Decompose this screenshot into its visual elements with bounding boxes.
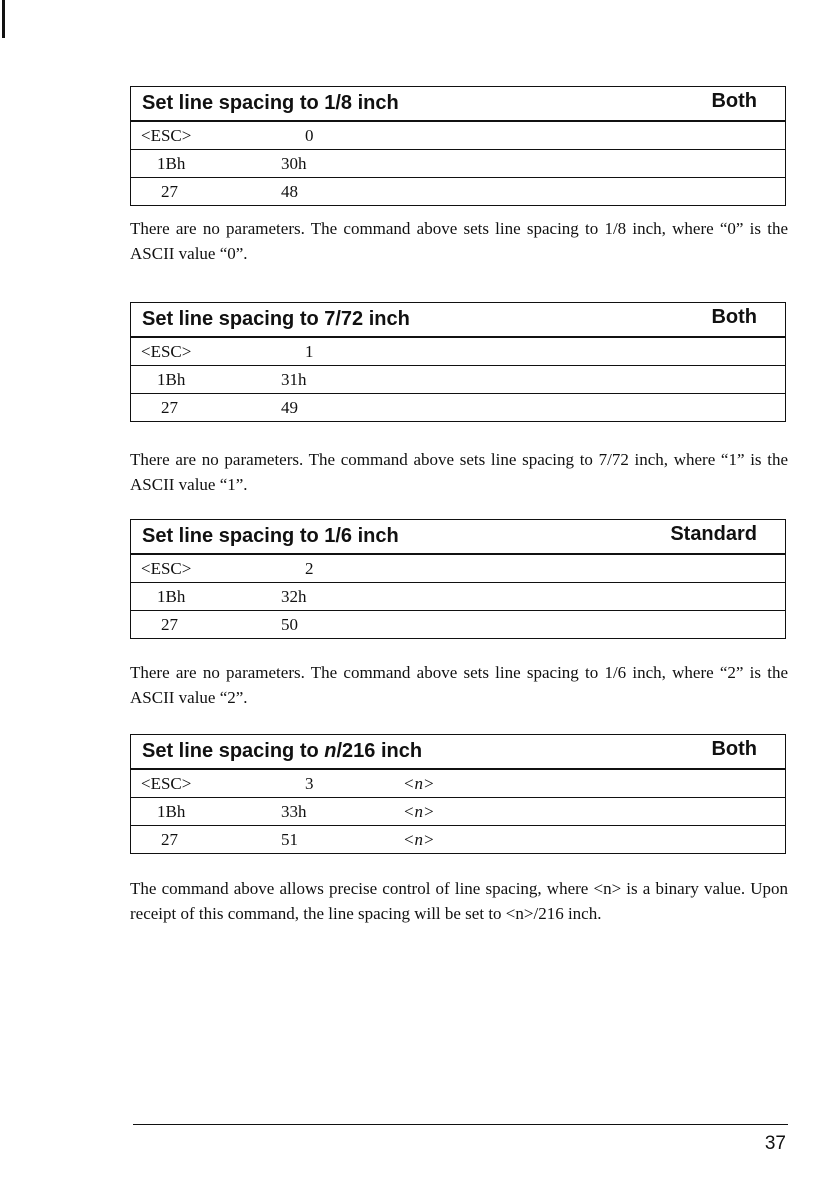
command-header (131, 735, 785, 770)
table-row (131, 393, 785, 421)
row-code: 0 (305, 126, 314, 145)
command-title: Set line spacing to 1/8 inch (142, 92, 399, 114)
row-code: 30h (281, 154, 307, 173)
command-mode: Both (711, 90, 757, 112)
row-label: 1Bh (157, 587, 186, 606)
row-code: 3 (305, 774, 314, 793)
command-title: Set line spacing to 1/6 inch (142, 525, 399, 547)
table-row (131, 555, 785, 582)
command-title (142, 740, 422, 763)
page-number: 37 (764, 1133, 786, 1154)
row-label: 27 (161, 182, 178, 201)
table-row (131, 825, 785, 853)
command-mode: Both (711, 738, 757, 760)
command-table-esc-2 (130, 519, 786, 639)
table-row (131, 582, 785, 610)
command-header (131, 520, 785, 555)
command-mode: Both (711, 306, 757, 328)
command-mode: Standard (670, 523, 757, 545)
command-title-suffix: /216 inch (336, 740, 423, 762)
table-row (131, 122, 785, 149)
row-label: 27 (161, 830, 178, 849)
row-label: 1Bh (157, 802, 186, 821)
row-label: <ESC> (141, 126, 192, 145)
row-label: 1Bh (157, 154, 186, 173)
row-code: 33h (281, 802, 307, 821)
table-row (131, 177, 785, 205)
row-code: 51 (281, 830, 298, 849)
row-label: <ESC> (141, 774, 192, 793)
row-parameter: <n> (403, 830, 435, 849)
command-title-variable: n (324, 740, 337, 762)
row-code: 48 (281, 182, 298, 201)
row-code: 1 (305, 342, 314, 361)
command-description: There are no parameters. The command above sets line spacing to 7/72 inch, where “1” is the ASCII value “1”. (130, 450, 788, 494)
row-code: 50 (281, 615, 298, 634)
footer-rule (133, 1124, 788, 1125)
command-title-prefix: Set line spacing to (142, 740, 325, 762)
table-row (131, 610, 785, 638)
row-label: <ESC> (141, 559, 192, 578)
table-row (131, 365, 785, 393)
row-parameter: <n> (403, 802, 435, 821)
table-row (131, 770, 785, 797)
table-row (131, 149, 785, 177)
row-code: 49 (281, 398, 298, 417)
table-row (131, 338, 785, 365)
command-description: There are no parameters. The command above sets line spacing to 1/8 inch, where “0” is the ASCII value “0”. (130, 219, 788, 263)
row-parameter: <n> (403, 774, 435, 793)
row-label: 1Bh (157, 370, 186, 389)
row-code: 32h (281, 587, 307, 606)
command-header (131, 87, 785, 122)
row-code: 31h (281, 370, 307, 389)
command-table-esc-0 (130, 86, 786, 206)
row-code: 2 (305, 559, 314, 578)
row-label: <ESC> (141, 342, 192, 361)
row-label: 27 (161, 398, 178, 417)
command-table-esc-3 (130, 734, 786, 854)
command-header (131, 303, 785, 338)
command-table-esc-1 (130, 302, 786, 422)
command-description: The command above allows precise control of line spacing, where <n> is a binary value. Upon receipt of this command, the line spacing will be set to <n>/216 inch. (130, 879, 788, 923)
row-label: 27 (161, 615, 178, 634)
binding-mark (2, 0, 5, 38)
command-title: Set line spacing to 7/72 inch (142, 308, 410, 330)
command-description: There are no parameters. The command above sets line spacing to 1/6 inch, where “2” is the ASCII value “2”. (130, 663, 788, 707)
table-row (131, 797, 785, 825)
